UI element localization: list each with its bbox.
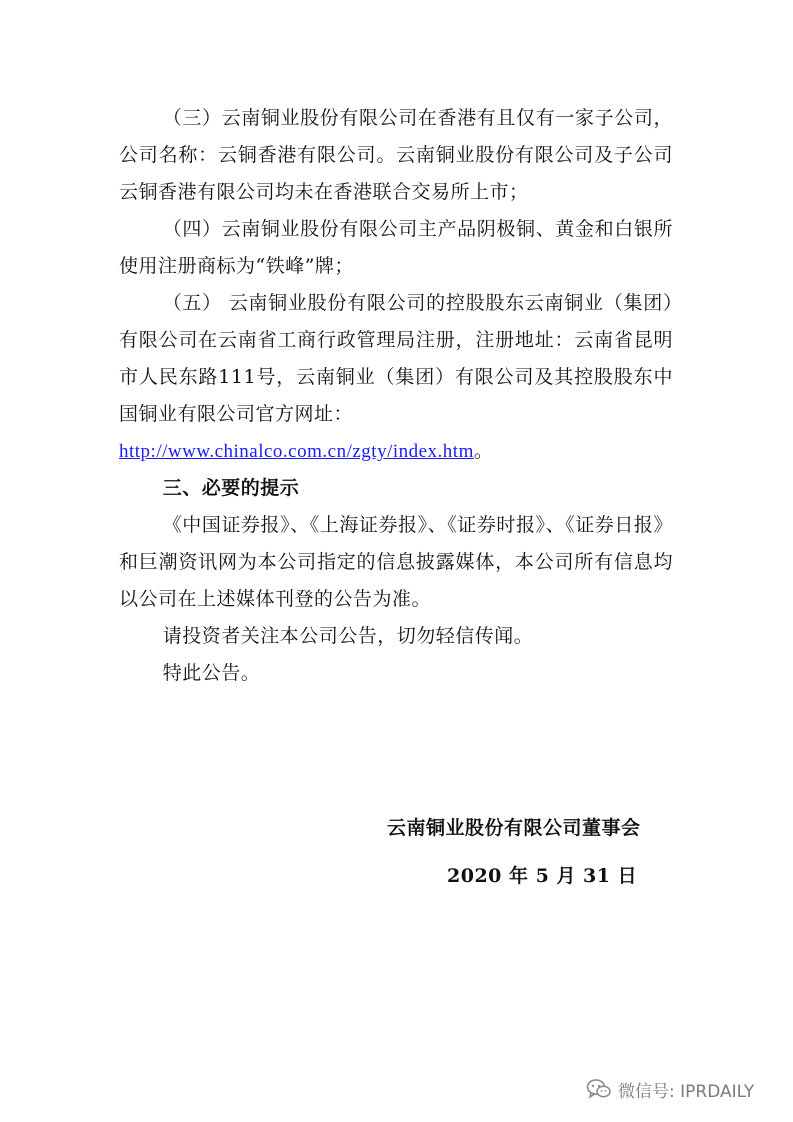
paragraph-trademark: （四）云南铜业股份有限公司主产品阴极铜、黄金和白银所使用注册商标为“铁峰”牌；: [119, 218, 673, 277]
paragraph-investor-notice: 请投资者关注本公司公告，切勿轻信传闻。: [162, 625, 534, 647]
paragraph-disclosure-media: 《中国证券报》、《上海证券报》、《证券时报》、《证券日报》和巨潮资讯网为本公司指定的信息披露媒体，本公司所有信息均以公司在上述媒体刊登的公告为准。: [119, 514, 673, 610]
wechat-watermark: [586, 1074, 754, 1104]
section-heading-notice: 三、必要的提示: [162, 477, 300, 499]
signature-block: [387, 808, 677, 896]
paragraph-closing: 特此公告。: [162, 662, 261, 684]
signature-company: 云南铜业股份有限公司董事会: [387, 817, 641, 839]
wechat-icon: [586, 1078, 612, 1100]
document-body: [119, 100, 673, 692]
paragraph-hk-subsidiary: （三）云南铜业股份有限公司在香港有且仅有一家子公司，公司名称：云铜香港有限公司。云南铜业股份有限公司及子公司云铜香港有限公司均未在香港联合交易所上市；: [119, 107, 673, 203]
signature-date: 2020 年 5 月 31 日: [447, 865, 638, 887]
paragraph-end-mark: 。: [473, 440, 494, 462]
paragraph-controlling-shareholder-text: （五） 云南铜业股份有限公司的控股股东云南铜业（集团）有限公司在云南省工商行政管理局注册，注册地址：云南省昆明市人民东路111号，云南铜业（集团）有限公司及其控股股东中国铜业有限公司官方网址：: [119, 292, 673, 425]
paragraph-controlling-shareholder: [119, 285, 673, 470]
watermark-text: 微信号: IPRDAILY: [618, 1081, 755, 1102]
official-website-line: [119, 433, 493, 470]
official-website-link[interactable]: http://www.chinalco.com.cn/zgty/index.htm: [119, 441, 474, 462]
